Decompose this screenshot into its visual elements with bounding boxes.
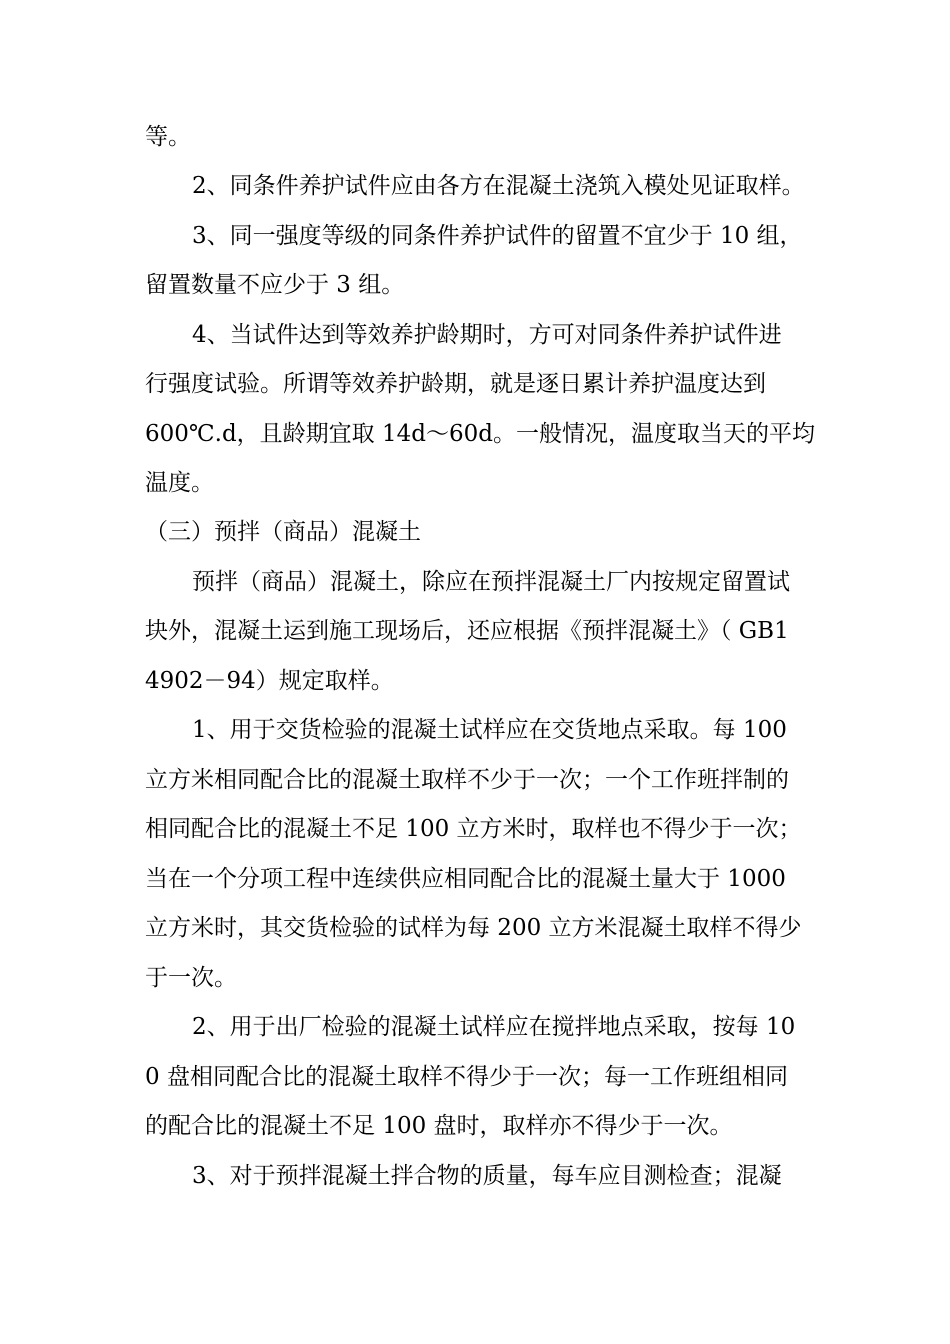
text-line-1: 等。 [145,124,191,150]
text-line-10: 预拌（商品）混凝土，除应在预拌混凝土厂内按规定留置试 [192,569,790,595]
text-line-15: 相同配合比的混凝土不足 100 立方米时，取样也不得少于一次； [145,816,802,842]
text-line-17: 立方米时，其交货检验的试样为每 200 立方米混凝土取样不得少 [145,915,802,941]
section-heading: （三）预拌（商品）混凝土 [145,519,421,545]
text-line-13: 1、用于交货检验的混凝土试样应在交货地点采取。每 100 [192,717,787,743]
text-line-21: 的配合比的混凝土不足 100 盘时，取样亦不得少于一次。 [145,1113,733,1139]
text-line-14: 立方米相同配合比的混凝土取样不少于一次；一个工作班拌制的 [145,767,789,793]
text-line-4: 留置数量不应少于 3 组。 [145,272,405,298]
text-line-7: 600℃.d，且龄期宜取 14d～60d。一般情况，温度取当天的平均 [145,421,815,447]
text-line-18: 于一次。 [145,965,237,991]
text-line-12: 4902－94）规定取样。 [145,668,394,694]
text-line-8: 温度。 [145,470,214,496]
text-line-20: 0 盘相同配合比的混凝土取样不得少于一次；每一工作班组相同 [145,1064,788,1090]
text-line-3: 3、同一强度等级的同条件养护试件的留置不宜少于 10 组， [192,223,803,249]
text-line-6: 行强度试验。所谓等效养护龄期，就是逐日累计养护温度达到 [145,371,766,397]
text-line-22: 3、对于预拌混凝土拌合物的质量，每车应目测检查；混凝 [192,1163,782,1189]
text-line-2: 2、同条件养护试件应由各方在混凝土浇筑入模处见证取样。 [192,173,805,199]
text-line-11: 块外，混凝土运到施工现场后，还应根据《预拌混凝土》（ GB1 [145,618,789,644]
text-line-16: 当在一个分项工程中连续供应相同配合比的混凝土量大于 1000 [145,866,786,892]
text-line-19: 2、用于出厂检验的混凝土试样应在搅拌地点采取，按每 10 [192,1014,796,1040]
text-line-5: 4、当试件达到等效养护龄期时，方可对同条件养护试件进 [192,322,782,348]
